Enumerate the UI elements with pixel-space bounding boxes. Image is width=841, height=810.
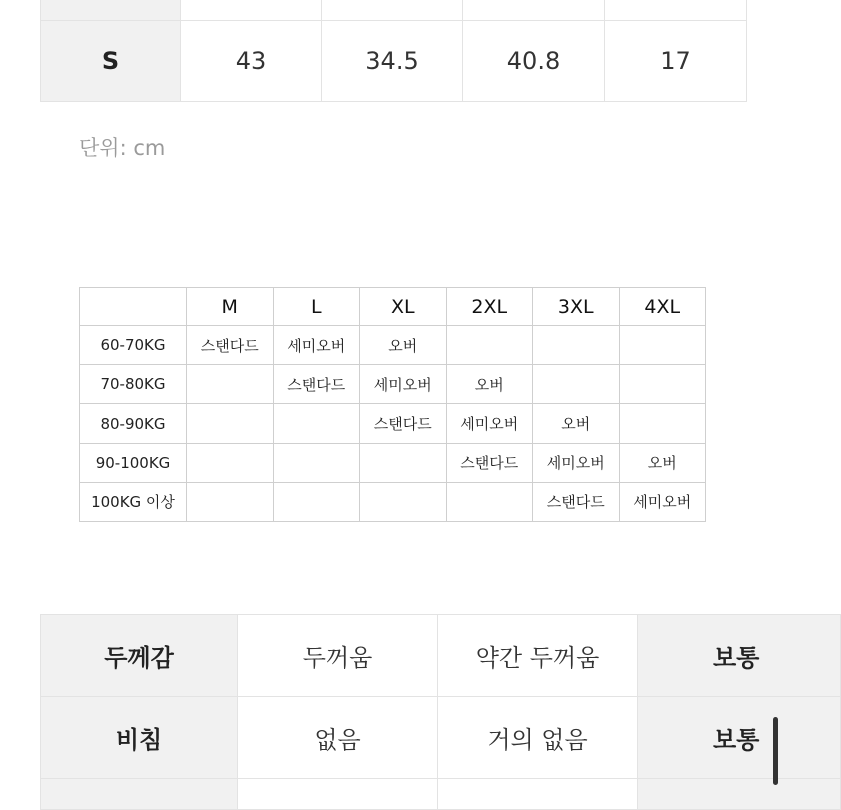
table-row: [41, 0, 747, 21]
size-header-cell: 3XL: [533, 288, 620, 326]
fabric-cell: [238, 779, 438, 810]
size-header-cell: 4XL: [619, 288, 706, 326]
fabric-cell: 거의 없음: [438, 697, 638, 779]
size-header-cell: XL: [360, 288, 447, 326]
fit-cell: [273, 482, 360, 521]
measure-cell: [463, 0, 605, 21]
measure-cell: 40.8: [463, 21, 605, 102]
fabric-table: [40, 614, 841, 810]
fit-cell: 세미오버: [446, 404, 533, 443]
measure-row-label: [41, 0, 181, 21]
fit-cell: 스탠다드: [273, 365, 360, 404]
measurement-table: [40, 0, 747, 102]
table-row: [41, 21, 747, 102]
fit-cell: 오버: [360, 326, 447, 365]
size-header-cell: 2XL: [446, 288, 533, 326]
fit-cell: 스탠다드: [446, 443, 533, 482]
fit-cell: [273, 443, 360, 482]
fit-cell: [619, 365, 706, 404]
fit-cell: [187, 443, 274, 482]
table-row: [80, 404, 706, 443]
fit-cell: 세미오버: [619, 482, 706, 521]
fit-cell: [533, 365, 620, 404]
weight-label: 60-70KG: [80, 326, 187, 365]
measure-cell: [322, 0, 463, 21]
measure-cell: 43: [181, 21, 322, 102]
unit-note: 단위: cm: [79, 136, 166, 160]
table-row: [80, 365, 706, 404]
table-row: [80, 482, 706, 521]
fabric-cell: 두꺼움: [238, 615, 438, 697]
fit-cell: 오버: [446, 365, 533, 404]
fabric-row-label: 두께감: [41, 615, 238, 697]
size-header-cell: L: [273, 288, 360, 326]
fit-cell: 스탠다드: [533, 482, 620, 521]
weight-label: 90-100KG: [80, 443, 187, 482]
fit-cell: [273, 404, 360, 443]
fit-cell: [446, 482, 533, 521]
fit-cell: [360, 443, 447, 482]
fit-cell: [619, 404, 706, 443]
fabric-row-label: 비침: [41, 697, 238, 779]
fit-cell: 오버: [619, 443, 706, 482]
measure-cell: [605, 0, 747, 21]
table-row: [80, 443, 706, 482]
fabric-row-label: [41, 779, 238, 810]
size-header-cell: [80, 288, 187, 326]
fit-cell: 세미오버: [360, 365, 447, 404]
measure-cell: [181, 0, 322, 21]
fabric-cell: [638, 779, 841, 810]
fit-cell: 스탠다드: [187, 326, 274, 365]
fit-cell: 세미오버: [273, 326, 360, 365]
fabric-table-viewport[interactable]: [40, 614, 760, 785]
measure-cell: 34.5: [322, 21, 463, 102]
fit-cell: 오버: [533, 404, 620, 443]
size-guide-table: [79, 287, 706, 522]
size-header-cell: M: [187, 288, 274, 326]
table-row: [41, 779, 841, 810]
fabric-cell: 약간 두꺼움: [438, 615, 638, 697]
scrollbar-thumb[interactable]: [773, 717, 778, 785]
fabric-cell-selected: 보통: [638, 697, 841, 779]
fabric-cell-selected: 보통: [638, 615, 841, 697]
fit-cell: [187, 365, 274, 404]
weight-label: 100KG 이상: [80, 482, 187, 521]
weight-label: 70-80KG: [80, 365, 187, 404]
table-row: [41, 697, 841, 779]
fit-cell: [360, 482, 447, 521]
table-row: [80, 326, 706, 365]
fit-cell: [446, 326, 533, 365]
fabric-cell: 없음: [238, 697, 438, 779]
fit-cell: 세미오버: [533, 443, 620, 482]
fit-cell: [187, 404, 274, 443]
weight-label: 80-90KG: [80, 404, 187, 443]
fit-cell: [187, 482, 274, 521]
measure-row-label: S: [41, 21, 181, 102]
fabric-cell: [438, 779, 638, 810]
size-guide-header-row: [80, 288, 706, 326]
fit-cell: 스탠다드: [360, 404, 447, 443]
measure-cell: 17: [605, 21, 747, 102]
fit-cell: [533, 326, 620, 365]
table-row: [41, 615, 841, 697]
fit-cell: [619, 326, 706, 365]
